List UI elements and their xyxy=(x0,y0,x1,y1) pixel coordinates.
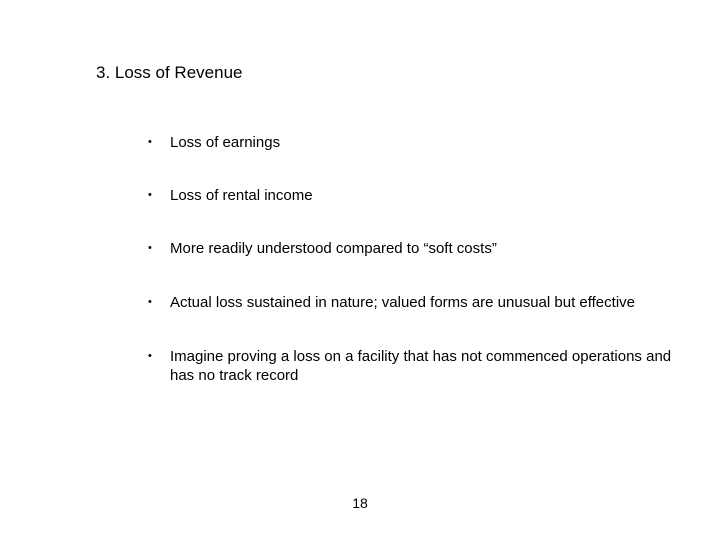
bullet-item xyxy=(148,133,688,152)
bullet-icon: • xyxy=(148,189,152,201)
slide-heading: 3. Loss of Revenue xyxy=(96,63,243,82)
bullet-icon: • xyxy=(148,242,152,254)
bullet-icon: • xyxy=(148,136,152,148)
bullet-text: Loss of earnings xyxy=(170,134,281,151)
bullet-text: Imagine proving a loss on a facility that has not commenced operations and has no track record xyxy=(170,348,672,384)
bullet-item xyxy=(148,239,688,258)
bullet-text: Loss of rental income xyxy=(170,187,313,204)
bullet-icon: • xyxy=(148,350,152,362)
bullet-text: More readily understood compared to “soft costs” xyxy=(170,240,497,257)
bullet-item xyxy=(148,293,688,312)
bullet-text: Actual loss sustained in nature; valued forms are unusual but effective xyxy=(170,294,635,311)
bullet-icon: • xyxy=(148,296,152,308)
bullet-item xyxy=(148,347,688,385)
page-number: 18 xyxy=(352,495,368,511)
bullet-item xyxy=(148,186,688,205)
